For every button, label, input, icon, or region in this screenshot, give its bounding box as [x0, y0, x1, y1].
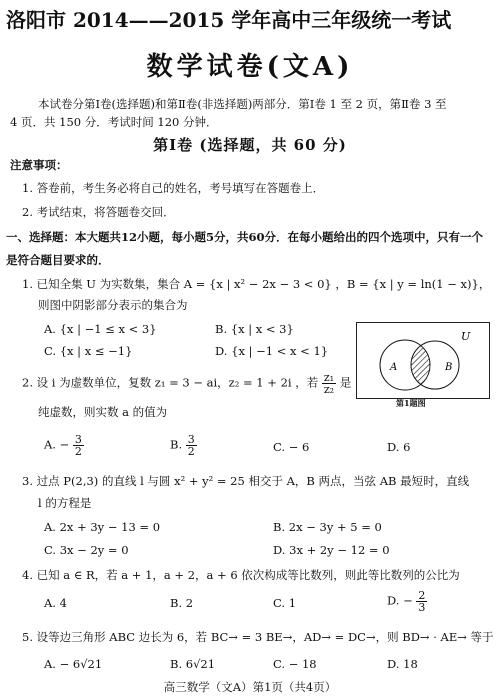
q3-option-c: C. 3x − 2y = 0: [44, 543, 129, 557]
section-1-title: 第Ⅰ卷 (选择题，共 60 分): [153, 136, 347, 154]
q2-option-a-num: 3: [74, 433, 82, 446]
label-b: B: [445, 362, 453, 373]
q2-option-b-num: 3: [187, 433, 195, 446]
q2-option-b-prefix: B.: [170, 437, 183, 452]
page-footer: 高三数学（文A）第1页（共4页）: [163, 680, 337, 694]
q2-stem-post: 是: [339, 375, 352, 390]
q1-option-b: B. {x | x < 3}: [215, 322, 294, 336]
q4-option-d: [387, 590, 427, 613]
exam-header-title: 洛阳市 2014——2015 学年高中三年级统一考试: [6, 8, 452, 32]
notes-item-2: 2. 考试结束，将答题卷交回．: [22, 205, 175, 219]
q5-option-d: D. 18: [387, 657, 418, 671]
venn-diagram-frame: [356, 322, 490, 399]
q3-option-b: B. 2x − 3y + 5 = 0: [273, 520, 382, 534]
q2-frac-den: z₂: [323, 383, 335, 396]
label-u: U: [461, 330, 471, 343]
q2-option-b-den: 2: [187, 445, 195, 458]
q2-fraction: [322, 372, 336, 395]
q3-stem-line-2: l 的方程是: [38, 496, 92, 510]
notes-item-1: 1. 答卷前，考生务必将自己的姓名，考号填写在答题卷上．: [22, 181, 325, 195]
q2-option-a: [44, 434, 84, 457]
q4-option-b: B. 2: [170, 596, 194, 610]
q1-stem-line-2: 则图中阴影部分表示的集合为: [38, 298, 188, 312]
q2-frac-num: z₁: [323, 371, 335, 384]
q4-option-d-prefix: D. −: [387, 593, 413, 608]
q2-option-a-prefix: A. −: [44, 437, 70, 452]
q3-option-a: A. 2x + 3y − 13 = 0: [44, 520, 161, 534]
q4-option-d-fraction: [416, 590, 427, 613]
q2-option-b: [170, 434, 197, 457]
q2-stem-line-2: 纯虚数，则实数 a 的值为: [38, 405, 168, 419]
q2-option-a-fraction: [73, 434, 84, 457]
intro-line-2: 4 页．共 150 分．考试时间 120 分钟．: [10, 115, 218, 129]
label-a: A: [390, 362, 398, 373]
q2-option-b-fraction: [186, 434, 197, 457]
q2-option-a-den: 2: [74, 445, 82, 458]
q3-option-d: D. 3x + 2y − 12 = 0: [273, 543, 390, 557]
q1-option-a: A. {x | −1 ≤ x < 3}: [44, 322, 157, 336]
q5-option-b: B. 6√21: [170, 657, 216, 671]
q2-stem-pre: 2. 设 i 为虚数单位，复数 z₁ = 3 − ai，z₂ = 1 + 2i ，若: [22, 375, 319, 390]
venn-diagram: [357, 323, 489, 398]
q4-option-c: C. 1: [273, 596, 297, 610]
q5-stem: 5. 设等边三角形 ABC 边长为 6，若 BC→ = 3 BE→，AD→ = DC→，则 BD→ · AE→ 等于: [22, 630, 494, 644]
q4-option-d-den: 3: [418, 601, 426, 614]
q4-option-a: A. 4: [44, 596, 67, 610]
q4-stem: 4. 已知 a ∈ R，若 a + 1，a + 2，a + 6 依次构成等比数列，则此等比数列的公比为: [22, 568, 460, 582]
q1-stem-line-1: 1. 已知全集 U 为实数集，集合 A = {x | x² − 2x − 3 < 0} ，B = {x | y = ln(1 − x)}，: [22, 277, 491, 291]
q4-option-d-num: 2: [418, 589, 426, 602]
intro-line-1: 本试卷分第Ⅰ卷(选择题)和第Ⅱ卷(非选择题)两部分．第Ⅰ卷 1 至 2 页，第Ⅱ卷 3 至: [38, 97, 447, 111]
q5-option-a: A. − 6√21: [44, 657, 103, 671]
q2-option-d: D. 6: [387, 440, 411, 454]
part1-instruction-line-2: 是符合题目要求的．: [6, 253, 110, 267]
notes-heading: 注意事项：: [10, 158, 68, 172]
q2-stem-line-1: [22, 372, 351, 395]
paper-title: 数学试卷(文A): [146, 52, 354, 82]
q5-option-c: C. − 18: [273, 657, 317, 671]
q3-stem-line-1: 3. 过点 P(2,3) 的直线 l 与圆 x² + y² = 25 相交于 A，B 两点，当弦 AB 最短时，直线: [22, 474, 470, 488]
q1-option-d: D. {x | −1 < x < 1}: [215, 344, 329, 358]
figure-caption: 第1题图: [396, 398, 426, 408]
q1-option-c: C. {x | x ≤ −1}: [44, 344, 133, 358]
part1-instruction-line-1: 一、选择题：本大题共12小题，每小题5分，共60分．在每小题给出的四个选项中，只有一个: [6, 230, 484, 244]
q2-option-c: C. − 6: [273, 440, 310, 454]
